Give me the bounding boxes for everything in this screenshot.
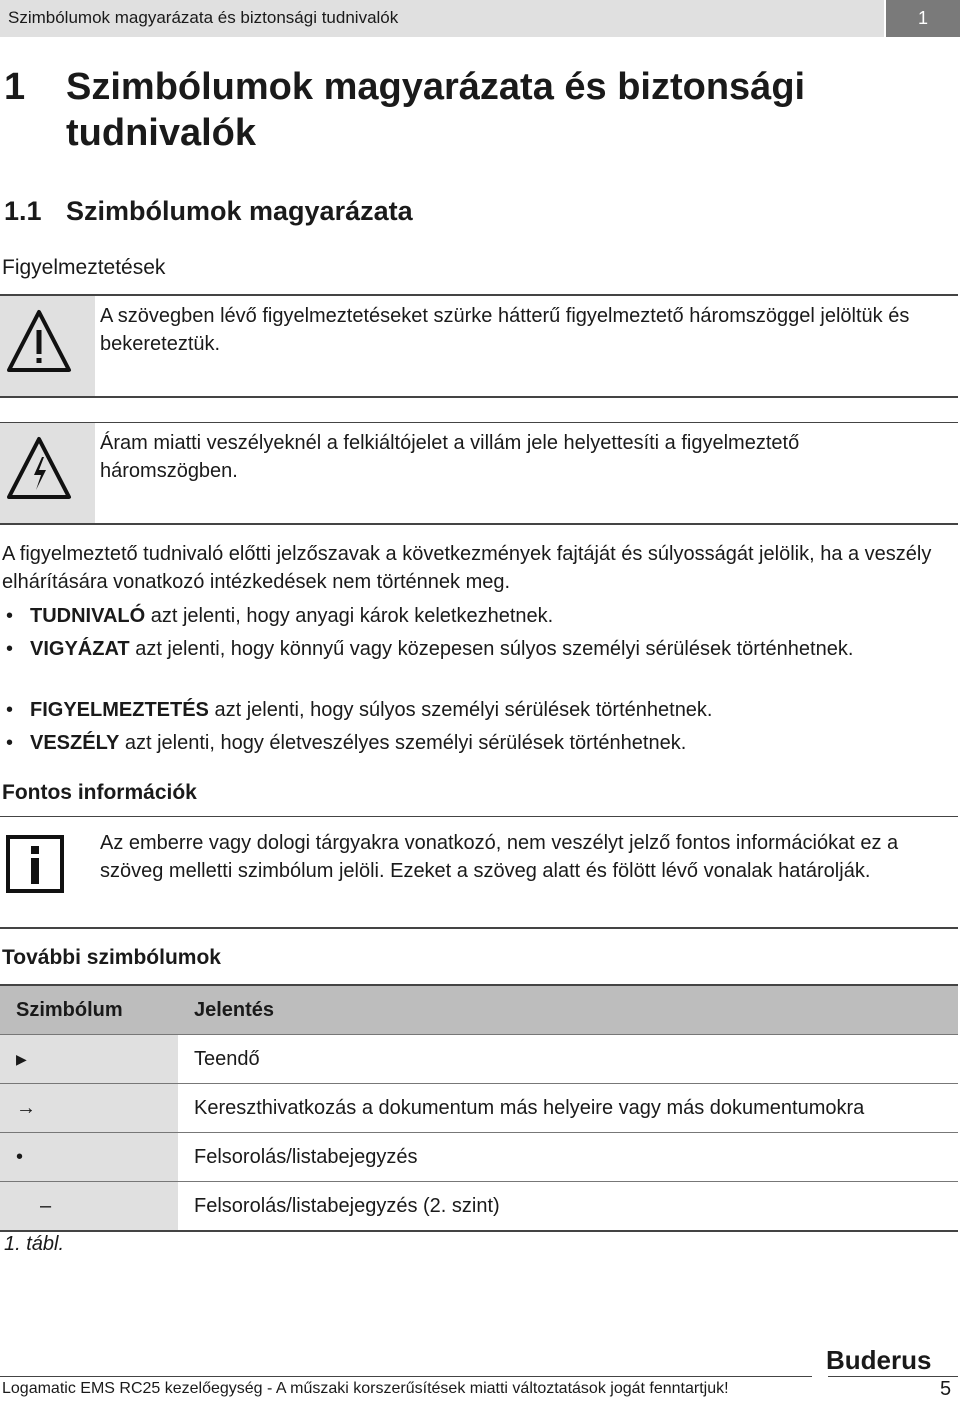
signal-word-meaning: azt jelenti, hogy súlyos személyi sérülések történhetnek. [208,699,713,721]
warning-icon-column [0,296,95,396]
electric-icon-column [0,423,95,523]
cross-reference-symbol: → [0,1084,178,1133]
warning-box-electric-text: Áram miatti veszélyeknél a felkiáltójelet a villám jele helyettesíti a figyelmeztető háromszögben. [100,432,800,482]
brand-logo: Buderus [826,1345,932,1375]
table-cell-meaning: Teendő [194,1047,260,1070]
bullet-mark: • [6,638,14,660]
table-header-row [0,985,958,1035]
further-symbols-heading: További szimbólumok [2,946,221,969]
bullet-mark: • [6,605,14,627]
running-header-title: Szimbólumok magyarázata és biztonsági tudnivalók [8,8,399,27]
chapter-tab-number: 1 [886,0,960,37]
table-caption: 1. tábl. [4,1233,65,1255]
section-heading [4,196,413,227]
signal-word-meaning: azt jelenti, hogy életveszélyes személyi sérülések történhetnek. [119,732,687,754]
section-title: Szimbólumok magyarázata [66,196,413,226]
bullet-symbol: • [0,1133,178,1182]
section-number: 1.1 [4,196,42,226]
signal-word: FIGYELMEZTETÉS [30,699,209,721]
signal-word: TUDNIVALÓ [30,605,146,627]
footer-text: Logamatic EMS RC25 kezelőegység - A műszaki korszerűsítések miatti változtatások jogát fenntartjuk! [2,1380,729,1397]
bullet-mark: • [6,699,14,721]
page-number: 5 [940,1378,952,1400]
table-cell-meaning: Kereszthivatkozás a dokumentum más helyeire vagy más dokumentumokra [194,1096,865,1119]
table-row [0,1035,958,1084]
col-header-meaning: Jelentés [178,985,958,1035]
table-cell-meaning: Felsorolás/listabejegyzés (2. szint) [194,1194,500,1217]
footer-divider [828,1376,958,1377]
signal-word-meaning: azt jelenti, hogy anyagi károk keletkezhetnek. [145,605,554,627]
signal-word: VIGYÁZAT [30,638,130,660]
important-info-text: Az emberre vagy dologi tárgyakra vonatkozó, nem veszélyt jelző fontos információkat ez a szöveg melletti szimbólum jelöli. Ezeket a szöveg alatt és fölött lévő vonalak határolják. [100,832,899,882]
table-row [0,1084,958,1133]
warning-box-general-text: A szövegben lévő figyelmeztetéseket szürke hátterű figyelmeztető háromszöggel jelöltük és bekereteztük. [100,305,910,355]
electric-warning-triangle-icon [5,435,73,503]
important-heading: Fontos információk [2,781,197,804]
symbols-table [0,984,958,1232]
action-symbol: ▶ [0,1035,178,1084]
signal-words-intro: A figyelmeztető tudnivaló előtti jelzőszavak a következmények fajtáját és súlyosságát jelölik, ha a veszély elhárítására vonatkozó intézkedések nem történnek meg. [2,543,932,593]
bullet-mark: • [6,732,14,754]
warning-box-electric [0,422,958,525]
table-row [0,1182,958,1232]
important-info-box [0,816,958,929]
table-row [0,1133,958,1182]
dash-symbol: – [0,1182,178,1232]
chapter-number: 1 [4,66,26,108]
info-icon [6,835,64,893]
signal-word-meaning: azt jelenti, hogy könnyű vagy közepesen súlyos személyi sérülések történhetnek. [129,638,854,660]
warnings-heading: Figyelmeztetések [2,256,166,279]
footer-divider [0,1376,812,1377]
col-header-symbol: Szimbólum [0,985,178,1035]
warning-triangle-icon [5,308,73,376]
table-cell-meaning: Felsorolás/listabejegyzés [194,1145,418,1168]
running-header [0,0,884,37]
signal-word: VESZÉLY [30,732,120,754]
chapter-title: Szimbólumok magyarázata és biztonsági tudnivalók [66,66,806,154]
warning-box-general [0,294,958,398]
